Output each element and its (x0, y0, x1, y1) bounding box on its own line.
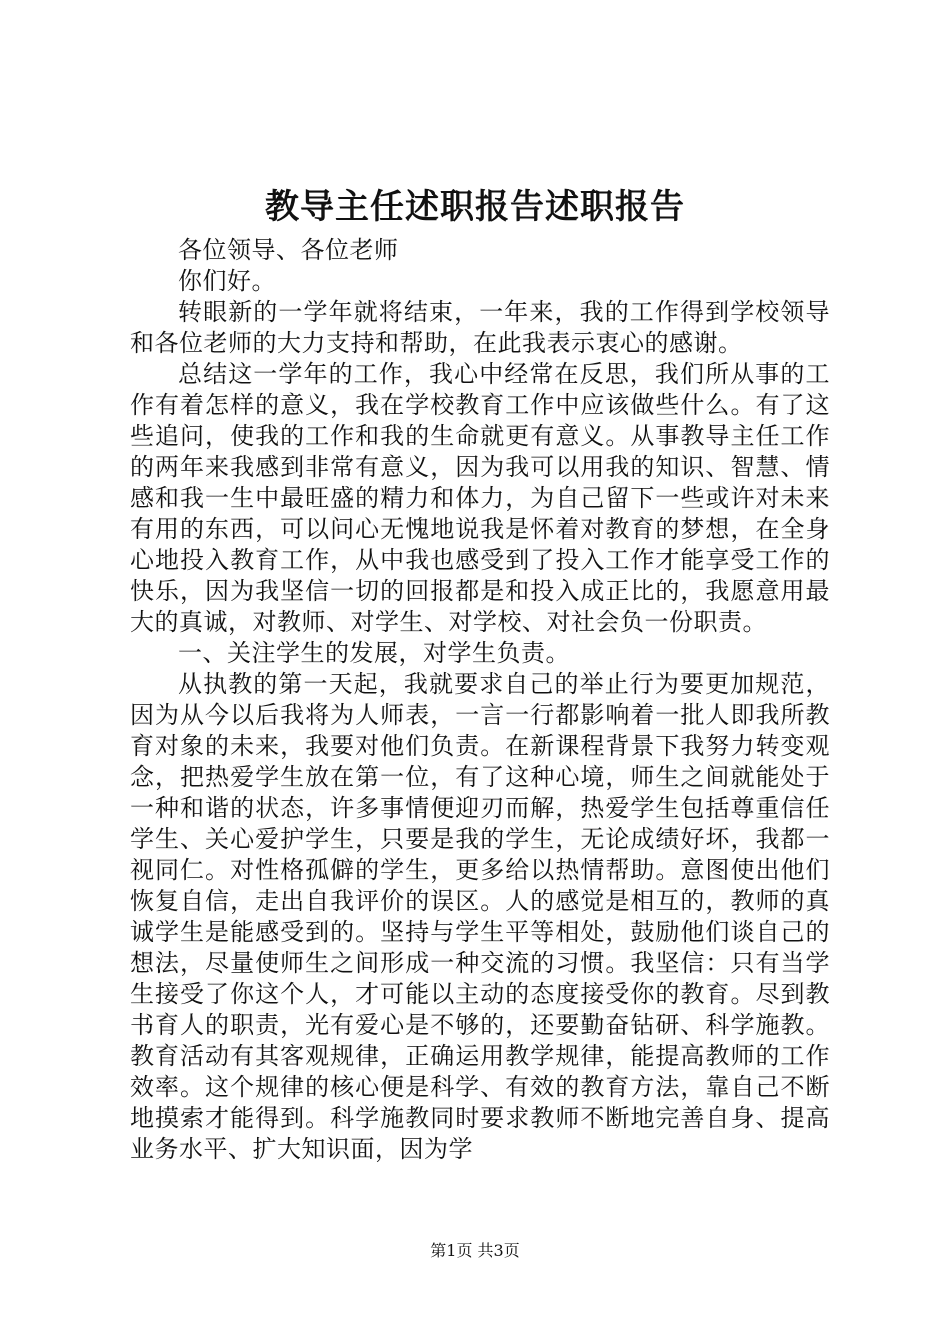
salutation-line: 你们好。 (178, 267, 276, 295)
section-heading-1: 一、关注学生的发展，对学生负责。 (178, 639, 570, 667)
paragraph-reflection: 总结这一学年的工作，我心中经常在反思，我们所从事的工作有着怎样的意义，我在学校教育工作中应该做些什么。有了这些追问，使我的工作和我的生命就更有意义。从事教导主任工作的两年来我感到非常有意义，因为我可以用我的知识、智慧、情感和我一生中最旺盛的精力和体力，为自己留下一些或许对未来有用的东西，可以问心无愧地说我是怀着对教育的梦想，在全身心地投入教育工作，从中我也感受到了投入工作才能享受工作的快乐，因为我坚信一切的回报都是和投入成正比的，我愿意用最大的真诚，对教师、对学生、对学校、对社会负一份职责。 (130, 360, 830, 636)
paragraph-section-1: 从执教的第一天起，我就要求自己的举止行为要更加规范，因为从今以后我将为人师表，一言一行都影响着一批人即我所教育对象的未来，我要对他们负责。在新课程背景下我努力转变观念，把热爱学生放在第一位，有了这种心境，师生之间就能处于一种和谐的状态，许多事情便迎刃而解，热爱学生包括尊重信任学生、关心爱护学生，只要是我的学生，无论成绩好坏，我都一视同仁。对性格孤僻的学生，更多给以热情帮助。意图使出他们恢复自信，走出自我评价的误区。人的感觉是相互的，教师的真诚学生是能感受到的。坚持与学生平等相处，鼓励他们谈自己的想法，尽量使师生之间形成一种交流的习惯。我坚信：只有当学生接受了你这个人，才可能以主动的态度接受你的教育。尽到教书育人的职责，光有爱心是不够的，还要勤奋钻研、科学施教。教育活动有其客观规律，正确运用教学规律，能提高教师的工作效率。这个规律的核心便是科学、有效的教育方法，靠自己不断地摸索才能得到。科学施教同时要求教师不断地完善自身、提高业务水平、扩大知识面，因为学 (130, 670, 830, 1163)
page-footer: 第1页 共3页 (430, 1241, 520, 1260)
document-title: 教导主任述职报告述职报告 (265, 187, 685, 227)
document-body (130, 235, 830, 1165)
greeting-line: 各位领导、各位老师 (178, 236, 399, 264)
paragraph-intro: 转眼新的一学年就将结束，一年来，我的工作得到学校领导和各位老师的大力支持和帮助，在此我表示衷心的感谢。 (130, 298, 830, 357)
